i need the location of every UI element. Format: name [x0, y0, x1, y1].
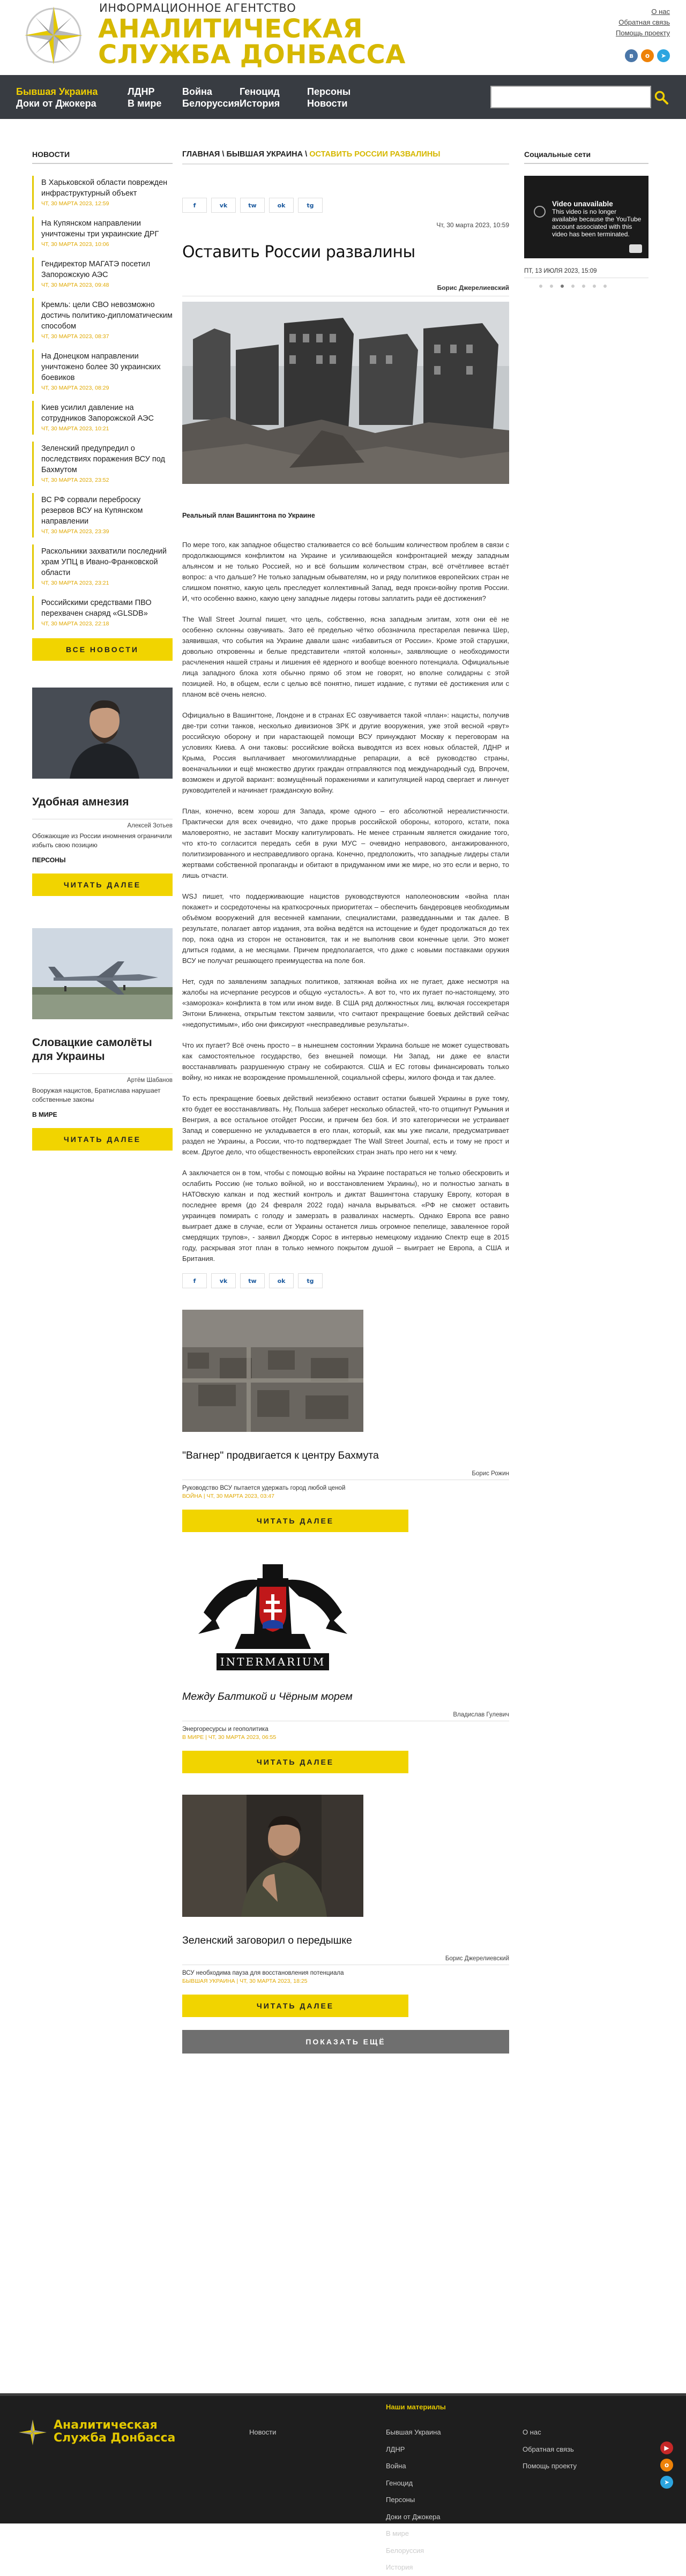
nav-item-former-ukraine[interactable]: Бывшая Украина [16, 86, 98, 97]
main-content [182, 150, 509, 2054]
footer-logo-star-icon[interactable] [16, 2418, 49, 2446]
telegram-share-icon[interactable]: tg [298, 198, 323, 213]
nav-col-4 [240, 86, 280, 109]
vk-share-icon[interactable]: vk [211, 198, 236, 213]
related-card-wagner [182, 1310, 509, 1532]
news-title[interactable]: Российскими средствами ПВО перехвачен снаряд «GLSDB» [41, 599, 152, 618]
related-title[interactable]: "Вагнер" продвигается к центру Бахмута [182, 1450, 379, 1461]
side-card-tag[interactable]: ПЕРСОНЫ [32, 856, 66, 864]
ruined-building-image [182, 302, 509, 484]
news-item[interactable] [32, 442, 173, 486]
news-date: ЧТ, 30 МАРТА 2023, 23:39 [41, 528, 109, 535]
related-title[interactable]: Зеленский заговорил о передышке [182, 1935, 352, 1946]
telegram-share-icon[interactable]: tg [298, 1273, 323, 1288]
footer-link[interactable]: История [386, 2563, 413, 2571]
footer-link[interactable]: О нас [523, 2428, 541, 2436]
ok-icon[interactable]: о [641, 49, 654, 62]
side-card-tag[interactable]: В МИРЕ [32, 1111, 57, 1118]
footer-link[interactable]: Война [386, 2462, 406, 2470]
read-more-button[interactable]: ЧИТАТЬ ДАЛЕЕ [182, 1995, 408, 2017]
main-nav [0, 75, 686, 119]
news-date: ЧТ, 30 МАРТА 2023, 09:48 [41, 282, 109, 288]
footer-logo-line1: Аналитическая [54, 2418, 158, 2432]
footer-link[interactable]: Новости [249, 2428, 277, 2436]
news-item[interactable] [32, 176, 173, 210]
footer-link[interactable]: Геноцид [386, 2478, 413, 2487]
read-more-button[interactable]: ЧИТАТЬ ДАЛЕЕ [32, 873, 173, 896]
youtube-icon[interactable]: ▶ [660, 2441, 673, 2454]
nav-col-5 [307, 86, 351, 109]
top-links [616, 6, 670, 39]
article-paragraph: The Wall Street Journal пишет, что цель, собственно, ясна западным элитам, хотя они её не особенно склонны озвучивать. Зато её предельно чётко обозначила престарелая певичка Шер, заявившая, что события на Украине давали шанс «избавиться от России». Кроме этой старушки, довольно откровенны и белые представители «пятой колонны», заявляющие о необходимости расчленения нашей страны и лишения её ядерного и вообще военного потенциала. Официальные лица западного блока хотя обычно прямо об этом не говорят, но вполне солидарны с этой позицией. Но, в общем, если с целью всё понятно, пишет издание, с путями её достижения или с планом всё очень неясно. [182, 615, 509, 698]
footer-socials [660, 2441, 673, 2489]
related-author: Владислав Гулевич [182, 1712, 509, 1721]
logo-title-line1[interactable]: АНАЛИТИЧЕСКАЯ [98, 14, 363, 44]
vk-icon[interactable]: в [625, 49, 638, 62]
facebook-share-icon[interactable]: f [182, 1273, 207, 1288]
zelensky-photo-image[interactable] [182, 1795, 363, 1917]
breadcrumb-home[interactable]: ГЛАВНАЯ [182, 150, 220, 159]
all-news-button[interactable]: ВСЕ НОВОСТИ [32, 638, 173, 661]
news-date: ЧТ, 30 МАРТА 2023, 23:21 [41, 580, 109, 586]
article-paragraph: План, конечно, всем хорош для Запада, кроме одного – его абсолютной нереалистичности. Практически для всех очевидно, что даже прорыв российской обороны, которого, кстати, пока маловероятно, не заставит Москву капитулировать. Не менее странным является ожидание того, что кто-то согласится передать себя в руки МУС – очевидно неправового, ангажированного, политизированного и несправедливого органа. Конечно, предположить, что западные лидеры стали жертвами собственной пропаганды и обитают в придуманном ими же мире, но это если и верно, то лишь отчасти. [182, 807, 509, 879]
news-date: ЧТ, 30 МАРТА 2023, 23:52 [41, 477, 109, 483]
article-paragraph: Официально в Вашингтоне, Лондоне и в странах ЕС озвучивается такой «план»: нацисты, получив две-три сотни танков, несколько дивизионов ЗРК и другие вооружения, уже этой весной «рвут» российскую оборону и при нарастающей помощи ВСУ принуждают Москву к переговорам на условиях Киева. А они таковы: российские войска выводятся из всех новых областей, ЛДНР и Крыма, Россия выплачивает многомиллиардные репарации, а всё руководство страны, военачальники и ещё множество других граждан отправляются под международный суд. Впрочем, возможен и другой вариант: возмущённый поражениями и капитуляцией народ свергает и линчует руководителей и начинает гражданскую войну. [182, 711, 509, 794]
side-card-amnesia [32, 688, 173, 896]
article-paragraph: Нет, судя по заявлениям западных политиков, затяжная война их не пугает, даже несмотря на жалобы на исчерпание ресурсов и общую «усталость». А вот то, что их пугает по-настоящему, это «заморозка» конфликта в том или ином виде. В США ряд должностных лиц, включая госсекретаря Энтони Блинкена, открытым текстом заявили, что считают прекращение боевых действий сейчас «недопустимым», ибо они фиксируют «несправедливые результаты». [182, 977, 509, 1028]
carousel-dot[interactable] [603, 285, 607, 288]
logo-star-icon[interactable] [16, 5, 91, 65]
footer-link[interactable]: ЛДНР [386, 2445, 405, 2453]
related-card-zelensky [182, 1795, 509, 2017]
search-input[interactable] [490, 86, 651, 108]
news-item[interactable] [32, 298, 173, 342]
footer-link[interactable]: Белоруссия [386, 2546, 424, 2555]
footer-link[interactable]: В мире [386, 2529, 409, 2537]
article-date: Чт, 30 марта 2023, 10:59 [436, 221, 509, 229]
footer-link[interactable]: Помощь проекту [523, 2462, 577, 2470]
footer-link[interactable]: Доки от Джокера [386, 2512, 441, 2521]
warning-icon [534, 206, 546, 218]
related-card-intermarium [182, 1554, 509, 1773]
news-date: ЧТ, 30 МАРТА 2023, 08:37 [41, 333, 109, 340]
news-title[interactable]: Киев усилил давление на сотрудников Запорожской АЭС [41, 404, 154, 423]
carousel-dots [524, 285, 648, 288]
video-message [552, 200, 643, 238]
show-more-button[interactable]: ПОКАЗАТЬ ЕЩЁ [182, 2030, 509, 2054]
nav-item-ldnr[interactable]: ЛДНР [128, 86, 155, 97]
footer-col-sections [386, 2424, 441, 2576]
news-title[interactable]: Зеленский предупредил о последствиях поражения ВСУ под Бахмутом [41, 444, 165, 474]
twitter-share-icon[interactable]: tw [240, 198, 265, 213]
donate-link[interactable]: Помощь проекту [616, 29, 670, 37]
news-title[interactable]: Раскольники захватили последний храм УПЦ в Ивано-Франковской области [41, 547, 167, 577]
nav-col-3 [182, 86, 240, 109]
side-card-title[interactable]: Словацкие самолёты для Украины [32, 1036, 152, 1063]
news-item[interactable] [32, 401, 173, 435]
news-section-title: НОВОСТИ [32, 150, 173, 164]
ok-share-icon[interactable]: ok [269, 198, 294, 213]
man-portrait-image[interactable] [32, 688, 173, 779]
sidebar-date: ПТ, 13 ИЮЛЯ 2023, 15:09 [524, 268, 648, 278]
telegram-icon[interactable]: ➤ [660, 2476, 673, 2489]
twitter-share-icon[interactable]: tw [240, 1273, 265, 1288]
related-author: Борис Рожин [182, 1470, 509, 1480]
news-title[interactable]: Кремль: цели СВО невозможно достичь политико-дипломатическим способом [41, 301, 173, 331]
nav-item-war[interactable]: Война [182, 86, 212, 97]
aerial-city-image[interactable] [182, 1310, 363, 1432]
ok-icon[interactable]: о [660, 2459, 673, 2472]
footer-logo[interactable] [54, 2419, 175, 2445]
news-title[interactable]: На Донецком направлении уничтожено более 30 украинских боевиков [41, 352, 161, 382]
intermarium-label: INTERMARIUM [220, 1655, 326, 1668]
read-more-button[interactable]: ЧИТАТЬ ДАЛЕЕ [182, 1510, 408, 1532]
nav-item-genocide[interactable]: Геноцид [240, 86, 280, 97]
news-date: ЧТ, 30 МАРТА 2023, 22:18 [41, 621, 109, 627]
nav-item-belarus[interactable]: Белоруссия [182, 98, 240, 109]
nav-item-history[interactable]: История [240, 98, 280, 109]
news-item[interactable] [32, 493, 173, 537]
breadcrumb: ГЛАВНАЯ \ БЫВШАЯ УКРАИНА \ ОСТАВИТЬ РОССИИ РАЗВАЛИНЫ [182, 150, 509, 165]
carousel-dot[interactable] [582, 285, 585, 288]
news-item[interactable] [32, 596, 173, 630]
carousel-dot-active[interactable] [561, 285, 564, 288]
footer-link[interactable]: Обратная связь [523, 2445, 574, 2453]
article-paragraph: То есть прекращение боевых действий неизбежно оставит остатки бывшей Украины в руке тому, кто будет ее восстанавливать. Ну, Польша заберет несколько областей, что-то отщипнут Румыния и Венгрия, а все остальное отойдет России, и причем без боя. И это категорически не устраивает Запад и совершенно не укладывается в его план, который, как мы уже писали, предусматривает раздел не Украины, а России, что-то подтверждает The Wall Street Journal, есть и тому не прост и всем. Другое дело, что общественность европейских стран знать про него ни к чему. [182, 1094, 509, 1156]
nav-col-2 [128, 86, 161, 109]
news-date: ЧТ, 30 МАРТА 2023, 10:06 [41, 241, 109, 248]
news-title[interactable]: В Харьковской области поврежден инфраструктурный объект [41, 178, 168, 198]
footer-link[interactable]: Персоны [386, 2496, 415, 2504]
youtube-logo-icon[interactable] [629, 244, 642, 253]
footer-link[interactable]: Бывшая Украина [386, 2428, 441, 2436]
news-item[interactable] [32, 216, 173, 250]
article-author[interactable]: Борис Джерелиевский [182, 284, 509, 296]
image-caption: Реальный план Вашингтона по Украине [182, 512, 315, 519]
video-embed[interactable] [524, 176, 648, 258]
nav-item-joker-docs[interactable]: Доки от Джокера [16, 98, 96, 109]
logo-title-line2[interactable]: СЛУЖБА ДОНБАССА [98, 40, 406, 70]
share-bar [182, 198, 509, 213]
about-link[interactable]: О нас [651, 8, 670, 16]
news-date: ЧТ, 30 МАРТА 2023, 08:29 [41, 385, 109, 391]
footer-col-news [249, 2424, 276, 2441]
share-bar-bottom [182, 1273, 509, 1288]
read-more-button[interactable]: ЧИТАТЬ ДАЛЕЕ [32, 1128, 173, 1151]
vk-share-icon[interactable]: vk [211, 1273, 236, 1288]
intermarium-image[interactable] [182, 1554, 363, 1676]
side-card-excerpt: Обожающие из России иномнения ограничили избыть свою позицию [32, 832, 172, 849]
logo-subtitle: ИНФОРМАЦИОННОЕ АГЕНТСТВО [99, 2, 296, 14]
video-title: Video unavailable [552, 200, 613, 208]
right-sidebar [524, 150, 648, 288]
nav-col-1 [16, 86, 98, 109]
nav-item-world[interactable]: В мире [128, 98, 162, 109]
facebook-share-icon[interactable]: f [182, 198, 207, 213]
related-date: БЫВШАЯ УКРАИНА | ЧТ, 30 МАРТА 2023, 18:25 [182, 1978, 308, 1984]
side-card-slovak-jets [32, 928, 173, 1151]
side-card-excerpt: Вооружая нацистов, Братислава нарушает собственные законы [32, 1087, 161, 1103]
breadcrumb-current: ОСТАВИТЬ РОССИИ РАЗВАЛИНЫ [309, 150, 441, 159]
ok-share-icon[interactable]: ok [269, 1273, 294, 1288]
related-excerpt: Энергоресурсы и геополитика [182, 1726, 269, 1733]
article-paragraph: По мере того, как западное общество сталкивается со всё большим количеством проблем в связи с продолжающимся конфликтом на Украине и усиливающейся конфронтацией между западным альянсом и не только Россией, но и всё большим количеством стран, всё отчётливее встаёт вопрос: а что дальше? Не только западным обывателям, но и ряду политиков европейских стран не слишком понятно, какую цель преследует коллективный Запад, ведя прокси-войну против России. И, что особенно важно, какую цену западные лидеры готовы заплатить ради её достижения? [182, 541, 509, 602]
nav-item-news[interactable]: Новости [307, 98, 348, 109]
footer-logo-line2: Служба Донбасса [54, 2431, 176, 2445]
news-date: ЧТ, 30 МАРТА 2023, 12:59 [41, 200, 109, 207]
search-icon[interactable] [654, 90, 669, 105]
article-paragraph: WSJ пишет, что поддерживающие нацистов руководствуются наполеоновским «война план покажет» и сосредоточены на краткосрочных приоритетах – обеспечить бандеровцев необходимым объёмом вооружений для весенней кампании, специалистами, разведданными и так далее. В результате, полагает автор издания, эта война ведётся на истощение и будет продолжаться до тех пор, пока одна из сторон не остановится, так и не выполнив свои конечные цели. Это может длиться годами, а не месяцами. Причем предполагается, что даже с новыми поставками оружия ВСУ не получат решающего преимущества на поле боя. [182, 892, 509, 965]
article-body [182, 540, 509, 1264]
related-date: В МИРЕ | ЧТ, 30 МАРТА 2023, 06:55 [182, 1734, 277, 1741]
breadcrumb-section[interactable]: БЫВШАЯ УКРАИНА [226, 150, 303, 159]
news-list [32, 176, 173, 630]
fighter-jet-image[interactable] [32, 928, 173, 1019]
side-card-author: Артём Шабанов [32, 1073, 173, 1084]
feedback-link[interactable]: Обратная связь [618, 18, 670, 26]
video-text: This video is no longer available because the YouTube account associated with this video has been terminated. [552, 208, 642, 238]
footer-col-info [523, 2424, 577, 2475]
news-title[interactable]: ВС РФ сорвали переброску резервов ВСУ на Купянском направлении [41, 496, 143, 526]
article-title: Оставить России развалины [182, 243, 415, 262]
related-title[interactable]: Между Балтикой и Чёрным морем [182, 1691, 353, 1703]
left-sidebar [32, 150, 173, 1151]
nav-item-persons[interactable]: Персоны [307, 86, 351, 97]
news-date: ЧТ, 30 МАРТА 2023, 10:21 [41, 425, 109, 432]
related-date: ВОЙНА | ЧТ, 30 МАРТА 2023, 03:47 [182, 1493, 274, 1499]
read-more-button[interactable]: ЧИТАТЬ ДАЛЕЕ [182, 1751, 408, 1773]
related-excerpt: ВСУ необходима пауза для восстановления потенциала [182, 1970, 344, 1976]
news-title[interactable]: Гендиректор МАГАТЭ посетил Запорожскую АЭС [41, 260, 151, 279]
footer [0, 2393, 686, 2571]
side-card-title[interactable]: Удобная амнезия [32, 796, 129, 808]
related-author: Борис Джерелиевский [182, 1955, 509, 1965]
news-item[interactable] [32, 544, 173, 589]
article-paragraph: А заключается он в том, чтобы с помощью войны на Украине постараться не только обескровить и ослабить Россию (не только войной, но и восстановлением Украины), но и полностью загнать в НАТОвскую капкан и под жесткий контроль и диктат Вашингтона старушку Европу, которая в последнее время (до 24 февраля 2022 года) начала вырываться. «РФ не сможет оставить украинцев помирать с голоду и замерзать в развалинах насмерть. Однако Европа все равно выиграет даже в случае, если от Украины останется лишь огромное пепелище, заваленное горой смердящих трупов», - заявил Джордж Сорос в интервью немецкому изданию Спектр еще в 2015 году, раскрывая этот план в только немного покрытом душой – выиграет не Европа, а США и Британия. [182, 1169, 509, 1263]
header-socials [625, 49, 670, 62]
social-networks-title: Социальные сети [524, 150, 648, 164]
footer-heading: Наши материалы [386, 2403, 446, 2411]
side-card-author: Алексей Зотьев [32, 819, 173, 829]
carousel-dot[interactable] [593, 285, 596, 288]
related-excerpt: Руководство ВСУ пытается удержать город любой ценой [182, 1485, 346, 1491]
news-item[interactable] [32, 349, 173, 394]
news-item[interactable] [32, 257, 173, 291]
carousel-dot[interactable] [571, 285, 575, 288]
telegram-icon[interactable]: ➤ [657, 49, 670, 62]
article-paragraph: Что их пугает? Всё очень просто – в нынешнем состоянии Украина больше не может существовать как самостоятельное государство, без внешней помощи. Ни Запад, ни даже ее власти восстанавливать разрушенную страну не собираются. США и ЕС готовы финансировать только войну, но никак не возрождение промышленной, социальной сферы, жилого фонда и так далее. [182, 1041, 509, 1081]
carousel-dot[interactable] [539, 285, 542, 288]
news-title[interactable]: На Купянском направлении уничтожены три украинские ДРГ [41, 219, 159, 238]
carousel-dot[interactable] [550, 285, 553, 288]
header [0, 0, 686, 68]
